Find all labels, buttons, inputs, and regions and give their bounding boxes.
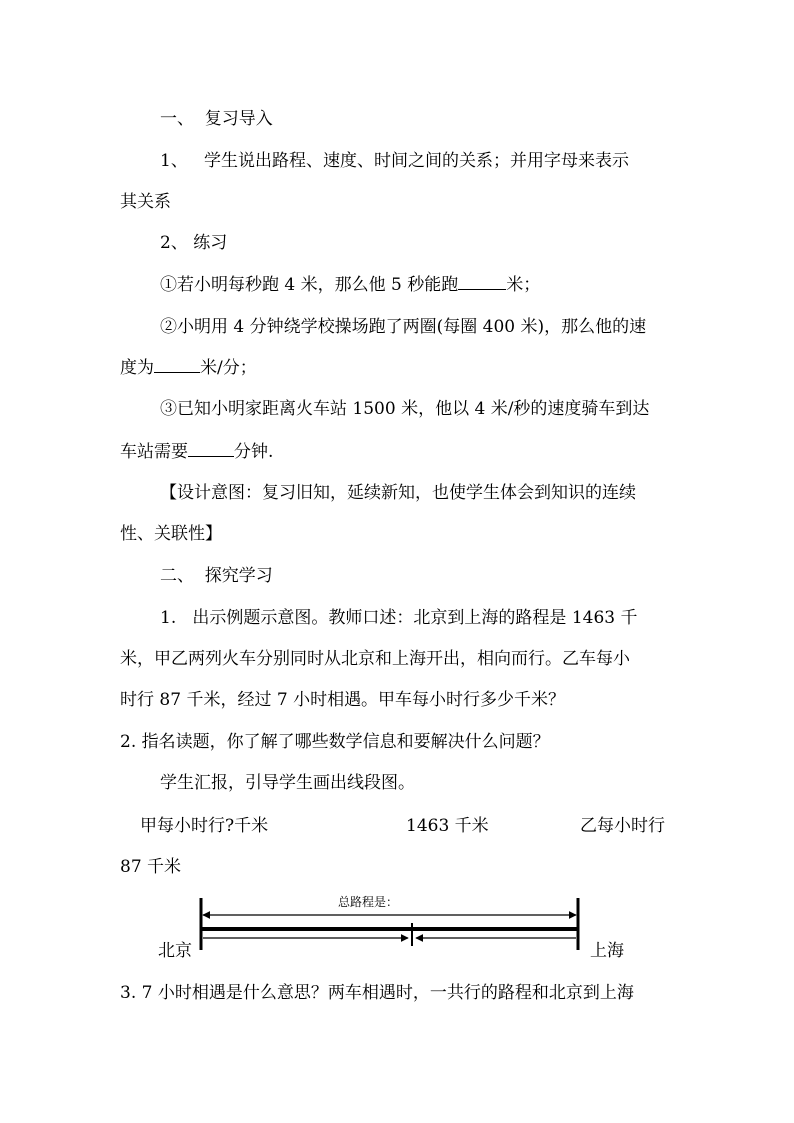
problem-line2: 米，甲乙两列火车分别同时从北京和上海开出，相向而行。乙车每小 bbox=[120, 649, 630, 669]
diagram-row2: 87 千米 bbox=[120, 857, 182, 877]
diagram-row-right: 乙每小时行 bbox=[580, 816, 665, 836]
city-beijing-label: 北京 bbox=[158, 941, 192, 961]
city-shanghai-label: 上海 bbox=[590, 941, 624, 961]
section-heading-review: 一、 复习导入 bbox=[160, 109, 273, 129]
exercise-2-line1: ②小明用 4 分钟绕学校操场跑了两圈(每圈 400 米)，那么他的速 bbox=[160, 317, 647, 337]
answer-blank-3 bbox=[188, 440, 234, 457]
diagram-svg bbox=[150, 890, 650, 965]
exercise-2-line2 bbox=[120, 356, 794, 379]
diagram-row-mid: 1463 千米 bbox=[406, 816, 489, 836]
line-segment-diagram bbox=[150, 890, 650, 965]
paragraph-item2: 2、 练习 bbox=[160, 233, 228, 253]
design-intent-line2: 性、关联性】 bbox=[120, 524, 222, 544]
total-distance-label: 总路程是： bbox=[338, 895, 399, 909]
exercise-2-text: 度为 bbox=[120, 358, 154, 378]
answer-blank-1 bbox=[458, 273, 506, 290]
problem-line3: 时行 87 千米，经过 7 小时相遇。甲车每小时行多少千米？ bbox=[120, 690, 566, 710]
design-intent-line1: 【设计意图：复习旧知，延续新知，也使学生体会到知识的连续 bbox=[160, 483, 636, 503]
exercise-3-line2 bbox=[120, 440, 794, 463]
exercise-3-text: 车站需要 bbox=[120, 442, 188, 462]
exercise-3-unit: 分钟. bbox=[234, 442, 274, 462]
question-2: 2. 指名读题，你了解了哪些数学信息和要解决什么问题？ bbox=[120, 732, 550, 752]
diagram-row-left: 甲每小时行?千米 bbox=[140, 816, 269, 836]
exercise-1 bbox=[160, 273, 794, 296]
answer-blank-2 bbox=[154, 356, 200, 373]
paragraph-item1-line2: 其关系 bbox=[120, 192, 171, 212]
paragraph-item1-line1: 1、 学生说出路程、速度、时间之间的关系；并用字母来表示 bbox=[160, 151, 630, 171]
exercise-2-unit: 米/分； bbox=[200, 358, 257, 378]
exercise-1-unit: 米； bbox=[506, 275, 541, 295]
exercise-1-text: ①若小明每秒跑 4 米，那么他 5 秒能跑 bbox=[160, 275, 459, 295]
section-heading-explore: 二、 探究学习 bbox=[160, 566, 273, 586]
problem-line1: 1. 出示例题示意图。教师口述：北京到上海的路程是 1463 千 bbox=[160, 608, 638, 628]
exercise-3-line1: ③已知小明家距离火车站 1500 米，他以 4 米/秒的速度骑车到达 bbox=[160, 399, 650, 419]
student-report: 学生汇报，引导学生画出线段图。 bbox=[160, 773, 415, 793]
question-3: 3. 7 小时相遇是什么意思？两车相遇时，一共行的路程和北京到上海 bbox=[120, 983, 634, 1003]
